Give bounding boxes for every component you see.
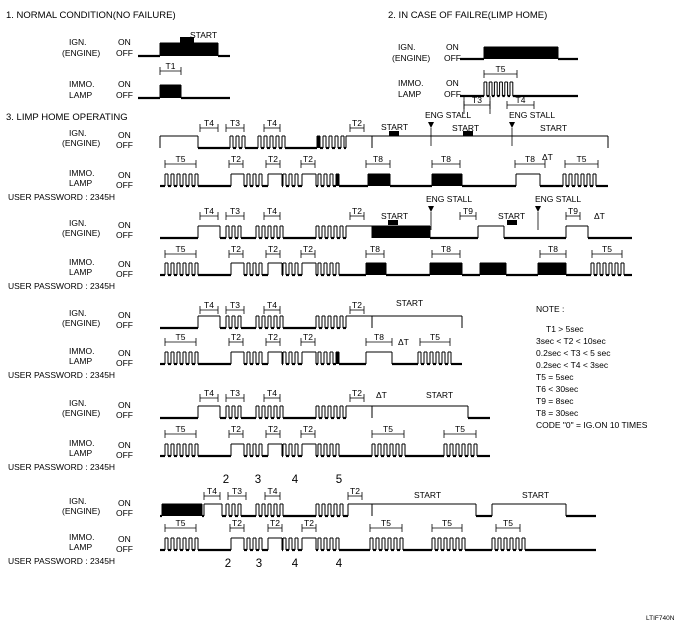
diagram-label: T3 [230,118,240,128]
note-line: T5 = 5sec [536,372,574,382]
heading-failure-case: 2. IN CASE OF FAILRE(LIMP HOME) [388,10,548,21]
diagram-label: T5 [576,154,587,164]
diagram-label: ON [118,130,131,140]
diagram-label: T5 [383,424,393,434]
diagram-label: OFF [116,450,133,460]
filled-pulse [317,136,320,148]
note-line: 0.2sec < T3 < 5 sec [536,348,611,358]
note-box [536,304,648,430]
diagram-label: T2 [303,154,313,164]
diagram-label: T4 [267,206,277,216]
diagram-label: T5 [455,424,465,434]
diagram-label: OFF [116,48,133,58]
diagram-label: ON [446,78,459,88]
diagram-label: IMMO. [69,79,95,89]
filled-pulse [484,47,558,59]
diagram-label: USER PASSWORD : 2345H [8,370,116,380]
filled-pulse [538,263,566,275]
filled-pulse [336,174,339,186]
diagram-label: T1 [165,61,176,71]
diagram-label: OFF [116,544,133,554]
diagram-label: ΔT [594,211,605,221]
filled-pulse [162,504,202,516]
note-line: T9 = 8sec [536,396,574,406]
stall-marker [509,122,515,128]
filled-pulse [160,85,181,98]
filled-pulse [366,263,386,275]
heading-normal-condition: 1. NORMAL CONDITION(NO FAILURE) [6,10,176,21]
diagram-label: 3 [254,474,262,486]
diagram-label: LAMP [69,448,93,458]
diagram-label: IGN. [69,496,87,506]
diagram-label: ON [118,79,131,89]
diagram-label: OFF [116,90,133,100]
diagram-label: T4 [204,118,214,128]
diagram-label: T5 [442,518,452,528]
note-line: T1 > 5sec [546,324,584,334]
diagram-label: T2 [231,424,241,434]
diagram-label: LAMP [69,542,93,552]
diagram-label: 3 [255,558,263,570]
diagram-label: START [498,211,526,221]
diagram-label: ΔT [398,337,409,347]
diagram-label: LAMP [69,356,93,366]
diagram-label: 4 [335,558,343,570]
diagram-label: (ENGINE) [62,318,101,328]
diagram-label: START [522,490,550,500]
diagram-label: START [396,298,424,308]
diagram-label: START [414,490,442,500]
diagram-label: 2 [222,474,230,486]
diagram-label: OFF [116,508,133,518]
filled-pulse [430,263,462,275]
diagram-label: T8 [548,244,558,254]
diagram-label: T8 [441,154,451,164]
heading-limp-home: 3. LIMP HOME OPERATING [6,112,128,123]
diagram-label: T8 [374,332,384,342]
diagram-label: T2 [268,424,278,434]
diagram-label: 4 [291,474,299,486]
diagram-label: LAMP [398,89,422,99]
diagram-label: T5 [175,424,186,434]
diagram-label: T4 [207,486,217,496]
diagram-label: T2 [303,244,313,254]
diagram-label: T4 [204,388,214,398]
filled-pulse [336,352,339,364]
diagram-label: T2 [231,244,241,254]
filled-pulse [480,263,506,275]
diagram-label: ON [118,37,131,47]
diagram-label: ON [118,220,131,230]
diagram-label: T2 [268,154,278,164]
diagram-label: IMMO. [69,168,95,178]
diagram-label: T4 [515,95,526,105]
stall-marker [428,206,434,212]
diagram-label: IGN. [398,42,416,52]
diagram-label: (ENGINE) [62,228,101,238]
diagram-label: START [426,390,454,400]
diagram-label: T2 [304,518,314,528]
note-line: T6 < 30sec [536,384,579,394]
diagram-label: IMMO. [69,532,95,542]
diagram-label: IGN. [69,218,87,228]
diagram-label: OFF [116,410,133,420]
diagram-label: IMMO. [69,257,95,267]
diagram-label: LAMP [69,178,93,188]
diagram-label: T2 [303,424,313,434]
diagram-label: T9 [463,206,473,216]
stall-marker [535,206,541,212]
filled-pulse [160,43,218,56]
diagram-label: ON [118,440,131,450]
figure-id: LTIF740N [646,615,675,622]
diagram-label: (ENGINE) [62,506,101,516]
filled-pulse [372,226,430,238]
note-line: T8 = 30sec [536,408,579,418]
diagram-label: ON [446,42,459,52]
diagram-label: T8 [525,154,535,164]
diagram-label: T2 [270,518,280,528]
diagram-label: USER PASSWORD : 2345H [8,281,116,291]
diagram-label: OFF [116,180,133,190]
diagram-label: T2 [352,206,362,216]
diagram-label: IGN. [69,128,87,138]
note-line: 3sec < T2 < 10sec [536,336,606,346]
diagram-label: USER PASSWORD : 2345H [8,192,116,202]
diagram-label: LAMP [69,267,93,277]
diagram-label: USER PASSWORD : 2345H [8,556,116,566]
diagram-label: T8 [370,244,380,254]
diagram-label: T4 [267,118,277,128]
diagram-label: OFF [444,53,461,63]
diagram-label: OFF [116,358,133,368]
diagram-label: ON [118,400,131,410]
diagram-label: 5 [335,474,343,486]
diagram-label: T3 [472,95,482,105]
diagram-label: 2 [224,558,232,570]
note-title: NOTE : [536,304,565,314]
diagram-label: T8 [441,244,451,254]
diagram-label: ON [118,348,131,358]
diagram-label: T9 [568,206,578,216]
diagram-label: START [381,211,409,221]
diagram-label: T2 [231,332,241,342]
diagram-label: IMMO. [398,78,424,88]
diagram-label: T3 [230,388,240,398]
waveforms [138,37,632,550]
diagram-label: T3 [232,486,242,496]
diagram-label: T2 [268,332,278,342]
diagram-label: T2 [268,244,278,254]
diagram-label: T5 [602,244,612,254]
diagram-label: T2 [232,518,242,528]
diagram-label: OFF [116,230,133,240]
diagram-label: IMMO. [69,438,95,448]
diagram-label: ENG STALL [425,110,472,120]
diagram-label: T5 [175,518,186,528]
diagram-label: T5 [175,244,186,254]
diagram-label: T2 [352,388,362,398]
diagram-label: IGN. [69,37,87,47]
diagram-label: T5 [430,332,440,342]
diagram-label: ΔT [542,152,553,162]
diagram-label: 4 [291,558,299,570]
stall-marker [428,122,434,128]
diagram-label: T4 [267,388,277,398]
diagram-label: T3 [230,300,240,310]
diagram-label: T5 [503,518,513,528]
diagram-label: ON [118,534,131,544]
diagram-label: ON [118,259,131,269]
diagram-label: IMMO. [69,346,95,356]
diagram-label: START [540,123,568,133]
diagram-label: T4 [267,300,277,310]
diagram-label: T8 [373,154,383,164]
filled-pulse [432,174,462,186]
diagram-label: LAMP [69,90,93,100]
diagram-label: ENG STALL [509,110,556,120]
diagram-label: OFF [116,269,133,279]
filled-pulse [368,174,390,186]
diagram-label: ON [118,498,131,508]
diagram-label: ON [118,170,131,180]
diagram-label: ON [118,310,131,320]
diagram-label: OFF [116,320,133,330]
diagram-label: START [190,30,218,40]
diagram-label: T2 [303,332,313,342]
diagram-label: OFF [444,89,461,99]
diagram-label: ΔT [376,390,387,400]
diagram-label: T4 [267,486,278,496]
diagram-label: IGN. [69,398,87,408]
diagram-label: ENG STALL [426,194,473,204]
diagram-label: T2 [352,118,362,128]
diagram-label: T5 [175,154,186,164]
diagram-label: T2 [352,300,362,310]
diagram-label: IGN. [69,308,87,318]
diagram-label: T5 [175,332,186,342]
diagram-label: (ENGINE) [392,53,431,63]
diagram-label: ENG STALL [535,194,582,204]
diagram-label: (ENGINE) [62,408,101,418]
diagram-label: USER PASSWORD : 2345H [8,462,116,472]
diagram-label: (ENGINE) [62,48,101,58]
diagram-label: T2 [231,154,241,164]
diagram-label: T4 [204,300,214,310]
diagram-label: T4 [204,206,214,216]
note-line: CODE "0" = IG.ON 10 TIMES [536,420,648,430]
note-line: 0.2sec < T4 < 3sec [536,360,609,370]
diagram-label: START [452,123,480,133]
diagram-label: T2 [350,486,360,496]
diagram-label: T3 [230,206,240,216]
diagram-label: START [381,122,409,132]
diagram-label: T5 [381,518,391,528]
diagram-label: OFF [116,140,133,150]
diagram-label: T5 [495,64,506,74]
diagram-label: (ENGINE) [62,138,101,148]
